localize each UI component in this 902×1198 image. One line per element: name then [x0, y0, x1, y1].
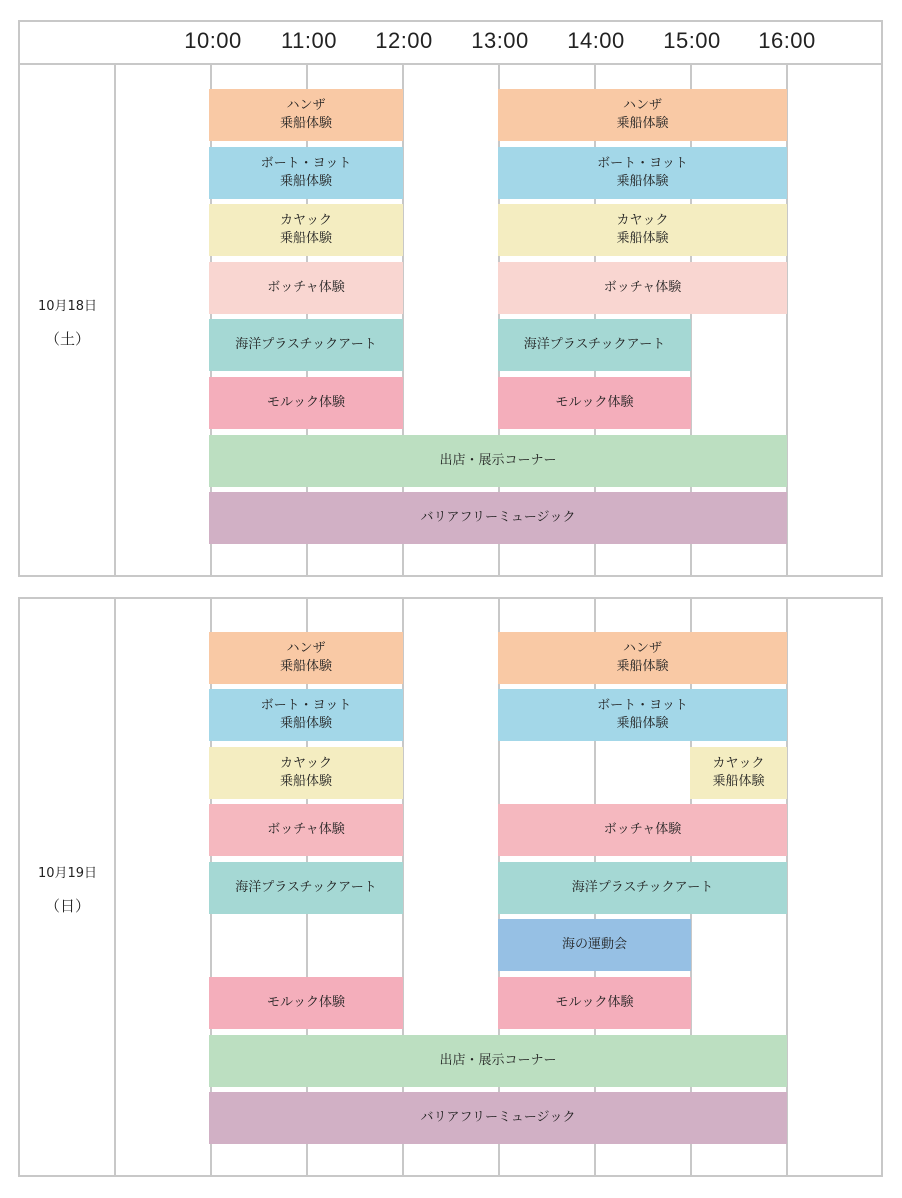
event-shop-exhibit[interactable]: 出店・展示コーナー: [209, 435, 787, 487]
event-boat-yacht-pm[interactable]: ボート・ヨット 乗船体験: [498, 689, 787, 741]
event-plastic-art-pm[interactable]: 海洋プラスチックアート: [498, 319, 691, 371]
date-text: 10月19日: [37, 866, 98, 881]
time-label-1100: 11:00: [281, 28, 337, 53]
event-boccia-am[interactable]: ボッチャ体験: [209, 262, 403, 314]
event-barrier-free-music[interactable]: バリアフリーミュージック: [209, 492, 787, 544]
event-molkky-pm[interactable]: モルック体験: [498, 977, 691, 1029]
event-plastic-art-am[interactable]: 海洋プラスチックアート: [209, 319, 403, 371]
event-hansa-pm[interactable]: ハンザ 乗船体験: [498, 89, 787, 141]
event-boccia-pm[interactable]: ボッチャ体験: [498, 804, 787, 856]
time-label-1000: 10:00: [184, 28, 242, 53]
time-label-1300: 13:00: [471, 28, 529, 53]
event-sea-sports-day[interactable]: 海の運動会: [498, 919, 691, 971]
event-molkky-am[interactable]: モルック体験: [209, 977, 403, 1029]
event-boat-yacht-am[interactable]: ボート・ヨット 乗船体験: [209, 689, 403, 741]
event-kayak-pm[interactable]: カヤック 乗船体験: [690, 747, 787, 799]
event-molkky-am[interactable]: モルック体験: [209, 377, 403, 429]
event-boat-yacht-pm[interactable]: ボート・ヨット 乗船体験: [498, 147, 787, 199]
time-label-1600: 16:00: [758, 28, 816, 53]
date-text: 10月18日: [37, 299, 98, 314]
event-hansa-am[interactable]: ハンザ 乗船体験: [209, 89, 403, 141]
weekday-text: （土）: [44, 330, 90, 348]
date-label-1018: [20, 295, 115, 349]
date-label-1019: [20, 862, 115, 916]
event-hansa-pm[interactable]: ハンザ 乗船体験: [498, 632, 787, 684]
event-shop-exhibit[interactable]: 出店・展示コーナー: [209, 1035, 787, 1087]
event-barrier-free-music[interactable]: バリアフリーミュージック: [209, 1092, 787, 1144]
weekday-text: （日）: [44, 897, 90, 915]
time-label-1400: 14:00: [567, 28, 625, 53]
time-label-1500: 15:00: [663, 28, 721, 53]
event-boccia-pm[interactable]: ボッチャ体験: [498, 262, 787, 314]
event-plastic-art-am[interactable]: 海洋プラスチックアート: [209, 862, 403, 914]
time-label-1200: 12:00: [375, 28, 433, 53]
event-boat-yacht-am[interactable]: ボート・ヨット 乗船体験: [209, 147, 403, 199]
event-kayak-am[interactable]: カヤック 乗船体験: [209, 204, 403, 256]
event-hansa-am[interactable]: ハンザ 乗船体験: [209, 632, 403, 684]
event-molkky-pm[interactable]: モルック体験: [498, 377, 691, 429]
event-kayak-am[interactable]: カヤック 乗船体験: [209, 747, 403, 799]
event-boccia-am[interactable]: ボッチャ体験: [209, 804, 403, 856]
event-plastic-art-pm[interactable]: 海洋プラスチックアート: [498, 862, 787, 914]
event-kayak-pm[interactable]: カヤック 乗船体験: [498, 204, 787, 256]
